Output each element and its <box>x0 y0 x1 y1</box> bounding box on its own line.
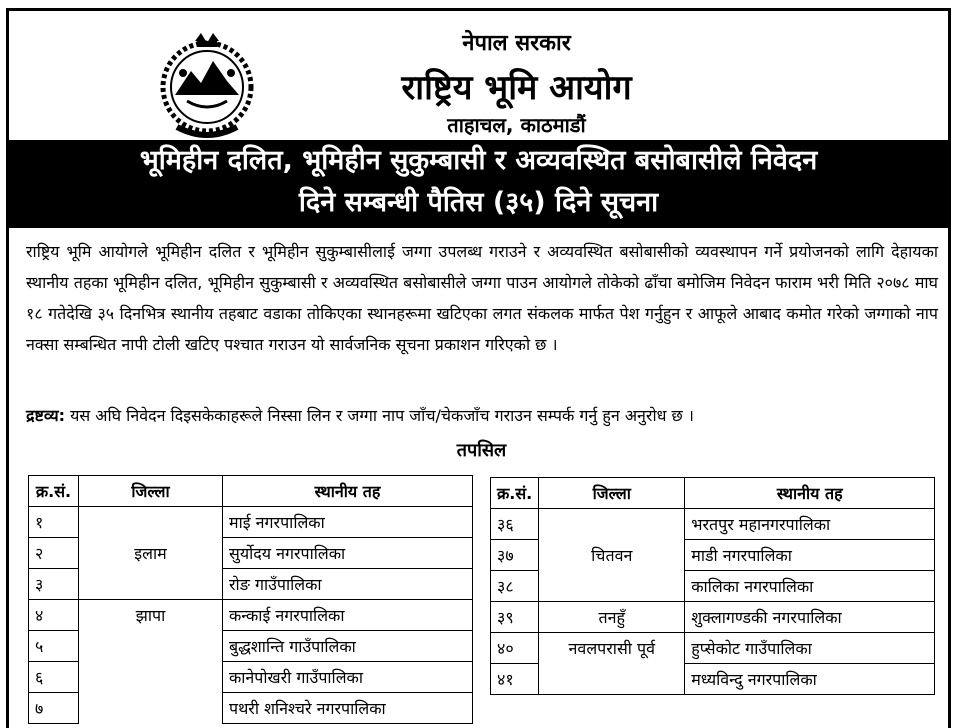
local-level-cell: बुद्धशान्ति गाउँपालिका <box>223 631 473 662</box>
local-level-cell: कालिका नगरपालिका <box>685 571 935 602</box>
serial-cell: ३६ <box>491 509 539 540</box>
serial-cell: ४१ <box>491 664 539 695</box>
district-cell: तनहुँ <box>539 602 685 633</box>
notice-title-line1: भूमिहीन दलित, भूमिहीन सुकुम्बासी र अव्यवस्थित बसोबासीले निवेदन <box>139 145 818 176</box>
district-cell: झापा <box>79 600 223 724</box>
serial-cell: ६ <box>29 662 79 693</box>
right-schedule-table <box>490 477 935 695</box>
district-cell: इलाम <box>79 507 223 600</box>
table-row <box>491 602 935 633</box>
schedule-heading: तपसिल <box>456 440 507 461</box>
header-local-level: स्थानीय तह <box>223 476 473 507</box>
serial-cell: ५ <box>29 631 79 662</box>
notice-note <box>26 404 938 426</box>
local-level-cell: माई नगरपालिका <box>223 507 473 538</box>
local-level-cell: पथरी शनिश्चरे नगरपालिका <box>223 693 473 724</box>
local-level-cell: माडी नगरपालिका <box>685 540 935 571</box>
header-district: जिल्ला <box>79 476 223 507</box>
header-district: जिल्ला <box>539 478 685 509</box>
serial-cell: ७ <box>29 693 79 724</box>
header-serial: क्र.सं. <box>29 476 79 507</box>
notice-body: राष्ट्रिय भूमि आयोगले भूमिहीन दलित र भूमिहीन सुकुम्बासीलाई जग्गा उपलब्ध गराउने र अव्यवस्थित बसोबासीको व्यवस्थापन गर्ने प्रयोजनको लागि देहायका स्थानीय तहका भूमिहीन दलित, भूमिहीन सुकुम्बासी र अव्यवस्थित बसोबासीले जग्गा पाउन आयोगले तोकेको ढाँचा बमोजिम निवेदन फाराम भरी मिति २०७८ माघ १८ गतेदेखि ३५ दिनभित्र स्थानीय तहबाट वडाका तोकिएका स्थानहरूमा खटिएका लगत संकलक मार्फत पेश गर्नुहुन र आफूले आबाद कमोत गरेको जग्गाको नाप नक्सा सम्बन्धित नापी टोली खटिए पश्चात गराउन यो सार्वजनिक सूचना प्रकाशन गरिएको छ । <box>26 242 938 354</box>
local-level-cell: भरतपुर महानगरपालिका <box>685 509 935 540</box>
serial-cell: ३७ <box>491 540 539 571</box>
serial-cell: ३९ <box>491 602 539 633</box>
table-header-row <box>491 478 935 509</box>
table-header-row <box>29 476 473 507</box>
serial-cell: ३ <box>29 569 79 600</box>
serial-cell: ४० <box>491 633 539 664</box>
commission-name: राष्ट्रिय भूमि आयोग <box>401 68 632 108</box>
table-row <box>29 600 473 631</box>
local-level-cell: शुक्लागण्डकी नगरपालिका <box>685 602 935 633</box>
commission-address: ताहाचल, काठमाडौं <box>447 113 586 137</box>
local-level-cell: मध्यविन्दु नगरपालिका <box>685 664 935 695</box>
local-level-cell: रोङ गाउँपालिका <box>223 569 473 600</box>
local-level-cell: सुर्योदय नगरपालिका <box>223 538 473 569</box>
serial-cell: ४ <box>29 600 79 631</box>
header-serial: क्र.सं. <box>491 478 539 509</box>
notice-title-line2: दिने सम्बन्धी पैतिस (३५) दिने सूचना <box>298 187 659 218</box>
notice-header <box>9 11 954 147</box>
table-row <box>29 507 473 538</box>
district-cell: नवलपरासी पूर्व <box>539 633 685 695</box>
notice-title-banner <box>6 140 951 228</box>
table-row <box>491 509 935 540</box>
note-text: यस अघि निवेदन दिइसकेकाहरूले निस्सा लिन र जग्गा नाप जाँच/चेकजाँच गराउन सम्पर्क गर्नु हुन अनुरोध छ । <box>65 406 694 425</box>
local-level-cell: कन्काई नगरपालिका <box>223 600 473 631</box>
serial-cell: २ <box>29 538 79 569</box>
header-local-level: स्थानीय तह <box>685 478 935 509</box>
local-level-cell: कानेपोखरी गाउँपालिका <box>223 662 473 693</box>
note-label: द्रष्टव्य: <box>26 406 65 425</box>
table-row <box>491 633 935 664</box>
serial-cell: १ <box>29 507 79 538</box>
government-name: नेपाल सरकार <box>462 31 571 56</box>
local-level-cell: हुप्सेकोट गाउँपालिका <box>685 633 935 664</box>
serial-cell: ३८ <box>491 571 539 602</box>
left-schedule-table <box>28 475 473 724</box>
district-cell: चितवन <box>539 509 685 602</box>
